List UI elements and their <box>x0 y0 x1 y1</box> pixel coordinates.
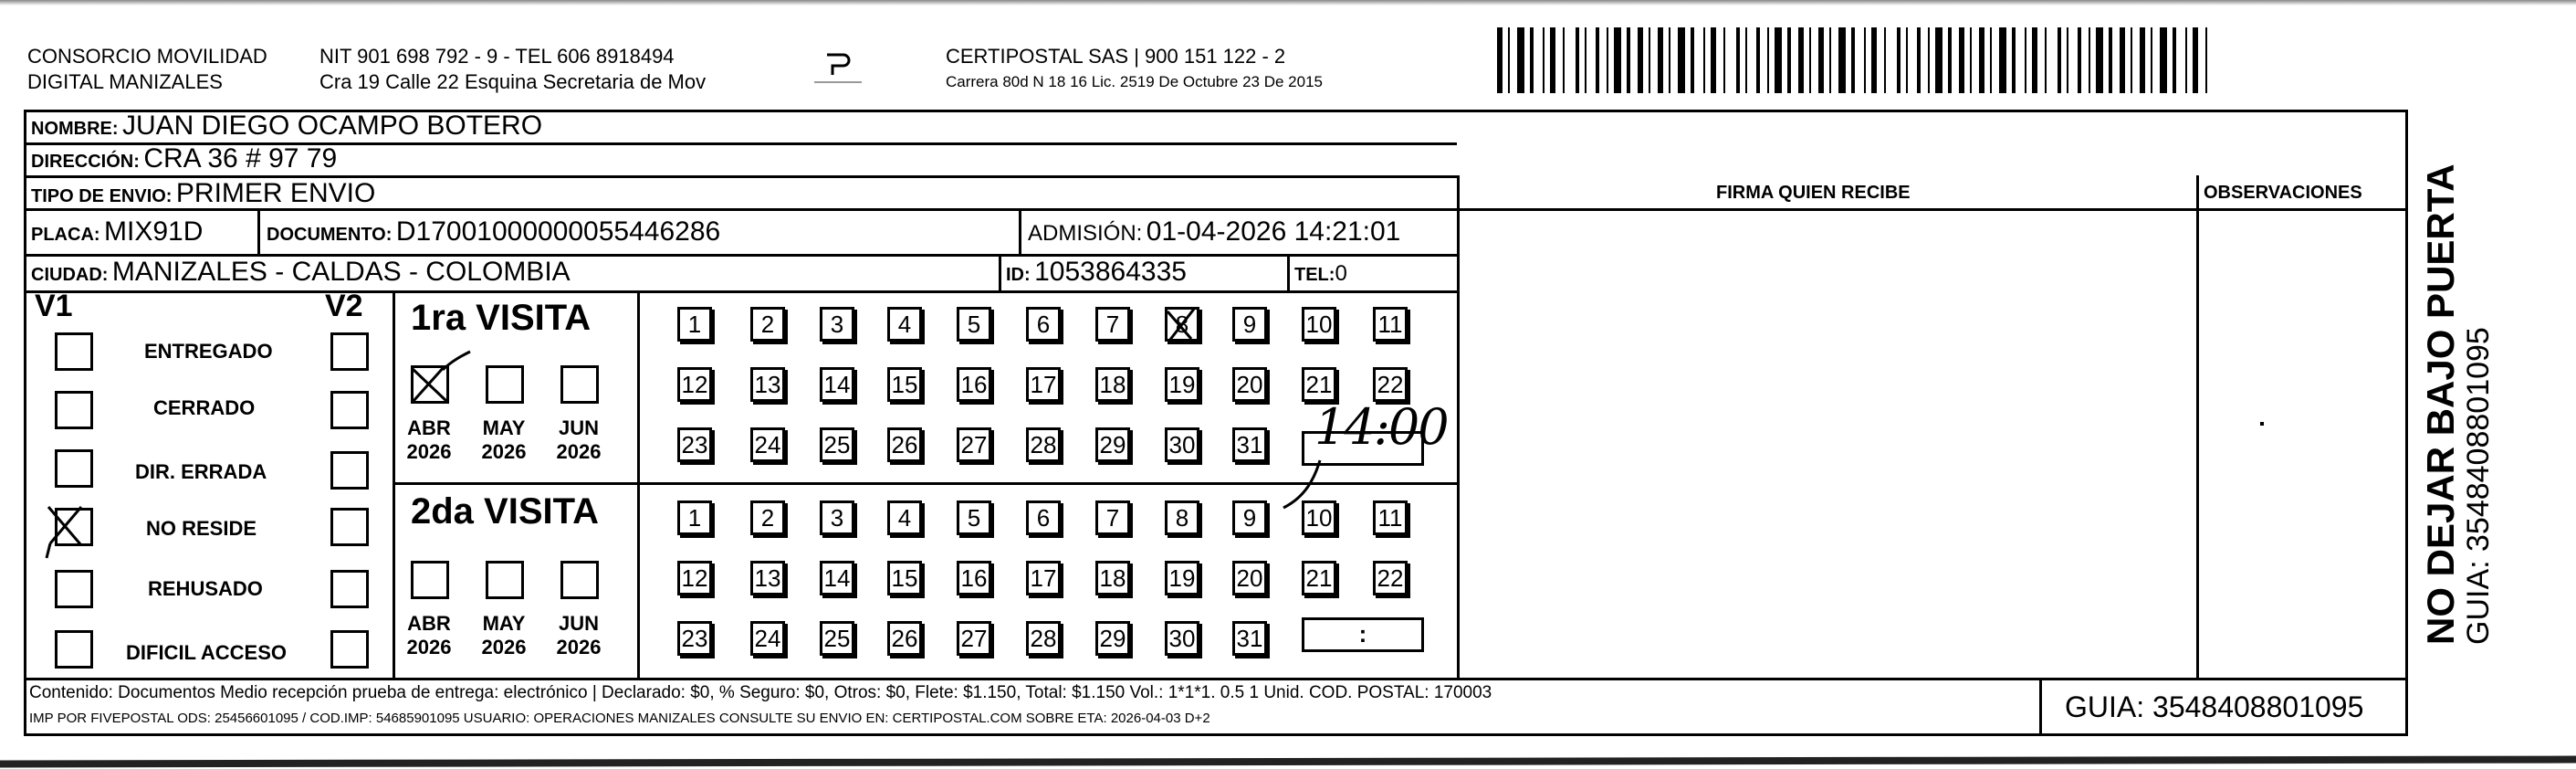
barcode-bar <box>2032 27 2037 93</box>
side-warning-title: NO DEJAR BAJO PUERTA <box>2419 163 2462 645</box>
barcode-bar <box>1948 27 1952 93</box>
month-box-2-may[interactable] <box>486 561 524 599</box>
second-visit-title: 2da VISITA <box>411 491 599 532</box>
first-visit-day-10[interactable]: 10 <box>1302 307 1336 342</box>
nit-line-1: NIT 901 698 792 - 9 - TEL 606 8918494 <box>319 45 675 68</box>
barcode-bar <box>2025 27 2026 93</box>
second-visit-day-25[interactable]: 25 <box>820 621 854 656</box>
barcode-bar <box>2012 27 2016 93</box>
rule-tipo <box>24 208 2408 211</box>
second-visit-day-10[interactable]: 10 <box>1302 500 1336 535</box>
second-time-box[interactable] <box>1302 617 1424 652</box>
first-visit-day-1[interactable]: 1 <box>677 307 712 342</box>
first-visit-day-8[interactable]: 8 <box>1165 307 1199 342</box>
barcode-bar <box>1576 27 1579 93</box>
field-admision <box>1028 217 1400 251</box>
barcode-bar <box>2096 27 2103 93</box>
v1-checkbox-no-reside[interactable] <box>55 508 93 546</box>
id-label: ID: <box>1006 265 1031 285</box>
second-visit-day-3[interactable]: 3 <box>820 500 854 535</box>
check-x-icon <box>410 357 465 412</box>
second-visit-day-14[interactable]: 14 <box>820 561 854 595</box>
second-visit-day-31[interactable]: 31 <box>1232 621 1267 656</box>
rule-right-panel <box>1457 175 1460 678</box>
field-tipo <box>31 179 375 213</box>
nit-line-2: Cra 19 Calle 22 Esquina Secretaria de Mov <box>319 70 707 93</box>
rule-admision <box>1019 208 1021 254</box>
barcode-bar <box>1607 27 1608 93</box>
barcode-bar <box>2045 27 2047 93</box>
first-visit-day-9[interactable]: 9 <box>1232 307 1267 342</box>
second-visit-day-21[interactable]: 21 <box>1302 561 1336 595</box>
second-visit-day-7[interactable]: 7 <box>1095 500 1130 535</box>
barcode-bar <box>1723 27 1725 93</box>
scan-edge-bottom <box>0 756 2576 768</box>
second-visit-day-16[interactable]: 16 <box>957 561 991 595</box>
v2-checkbox-rehusado[interactable] <box>330 570 369 608</box>
check-x-icon <box>45 501 99 565</box>
barcode-bar <box>1809 27 1811 93</box>
footer-contenido: Contenido: Documentos Medio recepción prueba de entrega: electrónico | Declarado: $0, % Seguro: $0, Otros: $0, Flete: $1.150, Total: $1.150 Vol.: 1*1*1. 0.5 1 Unid. COD. POSTAL: 170003 <box>29 683 1492 702</box>
guia-box: GUIA: 3548408801095 <box>2065 690 2364 723</box>
ciudad-value: MANIZALES - CALDAS - COLOMBIA <box>111 257 571 287</box>
second-visit-day-12[interactable]: 12 <box>677 561 712 595</box>
v1-checkbox-dir-errada[interactable] <box>55 449 93 488</box>
company-nit <box>319 44 706 95</box>
first-visit-title: 1ra VISITA <box>411 298 592 338</box>
direccion-label: DIRECCIÓN: <box>31 152 140 172</box>
second-time-colon: : <box>1358 620 1367 648</box>
month-label-2-may: MAY 2026 <box>481 612 527 658</box>
barcode-bar <box>1775 27 1782 93</box>
month-box-1-abr[interactable] <box>411 365 449 404</box>
courier-logo-icon <box>811 47 865 88</box>
field-id <box>1006 258 1187 291</box>
option-label-rehusado: REHUSADO <box>148 577 263 600</box>
barcode-bar <box>1614 27 1621 93</box>
first-visit-day-22[interactable]: 22 <box>1373 367 1408 402</box>
first-visit-day-7[interactable]: 7 <box>1095 307 1130 342</box>
tipo-label: TIPO DE ENVIO: <box>31 186 173 206</box>
signature-mark <box>2260 422 2264 426</box>
month-label-2-abr: ABR 2026 <box>406 612 452 658</box>
barcode-bar <box>1563 27 1565 93</box>
scan-edge-top <box>0 0 2576 5</box>
barcode-bar <box>1530 27 1534 93</box>
barcode-bar <box>1838 27 1846 93</box>
second-visit-day-5[interactable]: 5 <box>957 500 991 535</box>
first-visit-day-3[interactable]: 3 <box>820 307 854 342</box>
delivery-form <box>24 110 2408 736</box>
v2-checkbox-no-reside[interactable] <box>330 508 369 546</box>
barcode-bar <box>1928 27 1930 93</box>
v2-checkbox-cerrado[interactable] <box>330 391 369 429</box>
barcode-bar <box>1884 27 1886 93</box>
placa-label: PLACA: <box>31 225 100 245</box>
first-visit-day-23[interactable]: 23 <box>677 427 712 462</box>
first-visit-day-13[interactable]: 13 <box>750 367 785 402</box>
month-box-1-may[interactable] <box>486 365 524 404</box>
second-visit-day-2[interactable]: 2 <box>750 500 785 535</box>
tel-label: TEL: <box>1294 265 1335 285</box>
nombre-label: NOMBRE: <box>31 119 119 139</box>
company-line-1: CONSORCIO MOVILIDAD <box>27 45 267 68</box>
first-visit-day-30[interactable]: 30 <box>1165 427 1199 462</box>
first-visit-day-2[interactable]: 2 <box>750 307 785 342</box>
second-visit-day-9[interactable]: 9 <box>1232 500 1267 535</box>
barcode-bar <box>1585 27 1586 93</box>
second-visit-day-22[interactable]: 22 <box>1373 561 1408 595</box>
v2-checkbox-entregado[interactable] <box>330 332 369 371</box>
barcode-bar <box>1691 27 1694 93</box>
v1-checkbox-cerrado[interactable] <box>55 391 93 429</box>
second-visit-day-29[interactable]: 29 <box>1095 621 1130 656</box>
barcode-bar <box>2120 27 2125 93</box>
first-visit-day-27[interactable]: 27 <box>957 427 991 462</box>
field-documento <box>267 217 720 251</box>
second-visit-day-4[interactable]: 4 <box>887 500 922 535</box>
documento-value: D17001000000055446286 <box>395 216 721 247</box>
side-warning <box>2421 163 2496 645</box>
option-label-dificil-acceso: DIFICIL ACCESO <box>126 641 288 664</box>
barcode-bar <box>1669 27 1670 93</box>
v1-checkbox-rehusado[interactable] <box>55 570 93 608</box>
barcode-bar <box>1917 27 1921 93</box>
barcode-bar <box>1508 27 1510 93</box>
first-visit-day-4[interactable]: 4 <box>887 307 922 342</box>
month-label-1-jun: JUN 2026 <box>556 416 602 463</box>
barcode-bar <box>1497 27 1503 93</box>
option-label-dir-errada: DIR. ERRADA <box>135 460 267 483</box>
second-visit-day-15[interactable]: 15 <box>887 561 922 595</box>
barcode-bar <box>1818 27 1824 93</box>
barcode-bar <box>1787 27 1791 93</box>
barcode-bar <box>2109 27 2112 93</box>
second-visit-day-6[interactable]: 6 <box>1026 500 1061 535</box>
barcode-bar <box>1979 27 1984 93</box>
rule-guia <box>2039 678 2042 736</box>
barcode-bar <box>2131 27 2132 93</box>
field-nombre <box>31 111 542 145</box>
option-label-entregado: ENTREGADO <box>144 340 273 363</box>
barcode-bar <box>2067 27 2068 93</box>
barcode-bar <box>1871 27 1877 93</box>
barcode <box>1497 27 2218 93</box>
barcode-bar <box>1711 27 1716 93</box>
barcode-bar <box>1767 27 1769 93</box>
company-name <box>27 44 267 95</box>
second-visit-day-23[interactable]: 23 <box>677 621 712 656</box>
observaciones-label: OBSERVACIONES <box>2204 183 2362 203</box>
rule-months <box>637 290 640 678</box>
nombre-value: JUAN DIEGO OCAMPO BOTERO <box>122 111 543 141</box>
v1-label: V1 <box>35 289 73 323</box>
field-tel <box>1294 259 1347 291</box>
barcode-bar <box>1596 27 1599 93</box>
barcode-bar <box>2140 27 2145 93</box>
option-label-no-reside: NO RESIDE <box>146 517 257 540</box>
rule-placa-doc <box>257 208 260 254</box>
barcode-bar <box>2058 27 2061 93</box>
second-visit-day-20[interactable]: 20 <box>1232 561 1267 595</box>
second-visit-day-19[interactable]: 19 <box>1165 561 1199 595</box>
barcode-bar <box>1649 27 1650 93</box>
barcode-bar <box>2205 27 2207 93</box>
firma-label: FIRMA QUIEN RECIBE <box>1716 183 1911 203</box>
month-box-2-abr[interactable] <box>411 561 449 599</box>
documento-label: DOCUMENTO: <box>267 225 393 245</box>
barcode-bar <box>1550 27 1555 93</box>
barcode-bar <box>1798 27 1804 93</box>
barcode-bar <box>2160 27 2167 93</box>
first-visit-day-14[interactable]: 14 <box>820 367 854 402</box>
v2-label: V2 <box>325 289 363 323</box>
second-visit-day-11[interactable]: 11 <box>1373 500 1408 535</box>
first-visit-day-18[interactable]: 18 <box>1095 367 1130 402</box>
check-x-icon <box>1164 304 1204 344</box>
v1-checkbox-entregado[interactable] <box>55 332 93 371</box>
barcode-bar <box>2089 27 2090 93</box>
barcode-bar <box>1638 27 1643 93</box>
second-visit-day-30[interactable]: 30 <box>1165 621 1199 656</box>
footer-imp: IMP POR FIVEPOSTAL ODS: 25456601095 / COD.IMP: 54685901095 USUARIO: OPERACIONES MANIZALES CONSULTE SU ENVIO EN: CERTIPOSTAL.COM SOBRE ETA: 2026-04-03 D+2 <box>29 711 1210 726</box>
company-line-2: DIGITAL MANIZALES <box>27 70 223 93</box>
barcode-bar <box>1745 27 1747 93</box>
field-ciudad <box>31 258 571 291</box>
barcode-bar <box>2193 27 2198 93</box>
second-visit-day-26[interactable]: 26 <box>887 621 922 656</box>
barcode-bar <box>1906 27 1908 93</box>
tel-value: 0 <box>1335 261 1347 286</box>
first-visit-day-12[interactable]: 12 <box>677 367 712 402</box>
first-visit-day-29[interactable]: 29 <box>1095 427 1130 462</box>
first-visit-day-15[interactable]: 15 <box>887 367 922 402</box>
barcode-bar <box>2151 27 2152 93</box>
barcode-bar <box>1703 27 1705 93</box>
courier-line-2: Carrera 80d N 18 16 Lic. 2519 De Octubre 23 De 2015 <box>946 73 1323 90</box>
barcode-bar <box>1970 27 1972 93</box>
v2-checkbox-dificil-acceso[interactable] <box>330 630 369 669</box>
barcode-bar <box>1658 27 1663 93</box>
month-box-2-jun[interactable] <box>560 561 599 599</box>
first-visit-day-28[interactable]: 28 <box>1026 427 1061 462</box>
month-label-1-abr: ABR 2026 <box>406 416 452 463</box>
second-visit-day-24[interactable]: 24 <box>750 621 785 656</box>
id-value: 1053864335 <box>1034 257 1187 287</box>
barcode-bar <box>1864 27 1866 93</box>
rule-id <box>999 254 1001 290</box>
first-visit-day-17[interactable]: 17 <box>1026 367 1061 402</box>
first-visit-day-20[interactable]: 20 <box>1232 367 1267 402</box>
first-visit-day-21[interactable]: 21 <box>1302 367 1336 402</box>
first-visit-day-25[interactable]: 25 <box>820 427 854 462</box>
second-visit-day-17[interactable]: 17 <box>1026 561 1061 595</box>
first-time-handwritten: 14:00 <box>1314 398 1448 456</box>
month-label-2-jun: JUN 2026 <box>556 612 602 658</box>
second-visit-day-1[interactable]: 1 <box>677 500 712 535</box>
barcode-bar <box>1736 27 1740 93</box>
barcode-bar <box>2173 27 2176 93</box>
month-label-1-may: MAY 2026 <box>481 416 527 463</box>
first-visit-day-26[interactable]: 26 <box>887 427 922 462</box>
second-visit-day-8[interactable]: 8 <box>1165 500 1199 535</box>
second-visit-day-28[interactable]: 28 <box>1026 621 1061 656</box>
direccion-value: CRA 36 # 97 79 <box>143 143 338 174</box>
rule-obs <box>2196 175 2199 678</box>
barcode-bar <box>1517 27 1524 93</box>
first-visit-day-5[interactable]: 5 <box>957 307 991 342</box>
ciudad-label: CIUDAD: <box>31 265 109 285</box>
courier-info <box>946 44 1323 95</box>
handwriting-stroke <box>1278 457 1333 516</box>
admision-value: 01-04-2026 14:21:01 <box>1146 216 1401 247</box>
rule-status <box>393 290 395 678</box>
admision-label: ADMISIÓN: <box>1028 221 1143 246</box>
side-guia: GUIA: 3548408801095 <box>2461 327 2496 645</box>
barcode-bar <box>1990 27 1992 93</box>
barcode-bar <box>1999 27 2006 93</box>
first-visit-day-11[interactable]: 11 <box>1373 307 1408 342</box>
first-visit-day-16[interactable]: 16 <box>957 367 991 402</box>
month-box-1-jun[interactable] <box>560 365 599 404</box>
second-visit-day-27[interactable]: 27 <box>957 621 991 656</box>
rule-tel <box>1287 254 1290 290</box>
barcode-bar <box>2185 27 2187 93</box>
barcode-bar <box>1829 27 1831 93</box>
rule-footer <box>24 678 2408 680</box>
second-visit-day-18[interactable]: 18 <box>1095 561 1130 595</box>
field-placa <box>31 217 203 251</box>
barcode-bar <box>1678 27 1685 93</box>
courier-line-1: CERTIPOSTAL SAS | 900 151 122 - 2 <box>946 45 1286 68</box>
barcode-bar <box>1543 27 1545 93</box>
barcode-bar <box>2078 27 2081 93</box>
v2-checkbox-dir-errada[interactable] <box>330 451 369 490</box>
field-direccion <box>31 144 337 178</box>
first-visit-day-24[interactable]: 24 <box>750 427 785 462</box>
placa-value: MIX91D <box>104 216 204 247</box>
barcode-bar <box>1935 27 1942 93</box>
option-label-cerrado: CERRADO <box>153 396 256 419</box>
first-visit-day-6[interactable]: 6 <box>1026 307 1061 342</box>
second-visit-day-13[interactable]: 13 <box>750 561 785 595</box>
barcode-bar <box>1627 27 1630 93</box>
first-visit-day-19[interactable]: 19 <box>1165 367 1199 402</box>
first-visit-day-31[interactable]: 31 <box>1232 427 1267 462</box>
barcode-bar <box>1959 27 1964 93</box>
barcode-bar <box>1756 27 1760 93</box>
barcode-bar <box>1897 27 1901 93</box>
barcode-bar <box>1851 27 1855 93</box>
v1-checkbox-dificil-acceso[interactable] <box>55 630 93 669</box>
tipo-value: PRIMER ENVIO <box>175 178 376 208</box>
